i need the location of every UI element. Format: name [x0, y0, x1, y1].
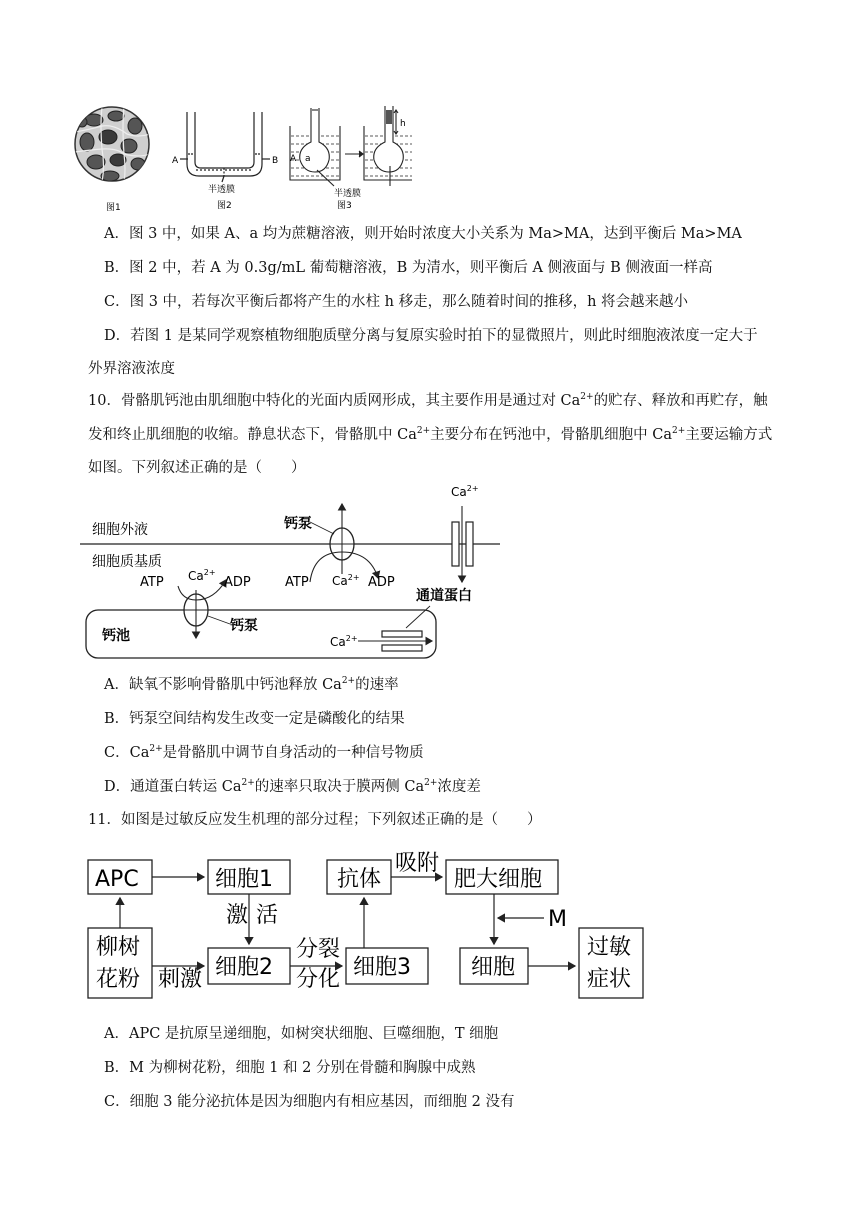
fig2-membrane: 半透膜 — [208, 185, 236, 195]
fig2-label-a: A — [172, 156, 179, 166]
cell3-label: 细胞3 — [353, 955, 411, 980]
atp-top: ATP — [285, 575, 309, 590]
atp-pool: ATP — [140, 575, 164, 590]
q10-option-c: C．$Ca^{2+}$是骨骼肌中调节自身活动的一种信号物质 — [104, 744, 424, 761]
extracellular-label: 细胞外液 — [92, 522, 148, 538]
channel-protein-membrane — [452, 506, 473, 582]
q11-stem: 11．如图是过敏反应发生机理的部分过程；下列叙述正确的是（ ） — [88, 812, 542, 828]
adp-top: ADP — [368, 575, 395, 590]
symptom-label-1: 过敏 — [587, 935, 632, 960]
pollen-label-2: 花粉 — [96, 967, 141, 992]
fig3-osmometer — [290, 106, 412, 186]
cytoplasm-label: 细胞质基质 — [92, 554, 162, 570]
cell2-label: 细胞2 — [215, 955, 273, 980]
q10-option-d: D．通道蛋白转运 $Ca^{2+}$的速率只取决于膜两侧 $Ca^{2+}$浓度差 — [104, 778, 481, 795]
cell-label: 细胞 — [471, 955, 516, 980]
fig3-membrane: 半透膜 — [334, 189, 362, 199]
q9-option-b: B．图 2 中，若 A 为 0.3g/mL 葡萄糖溶液，B 为清水，则平衡后 A 侧液面与 B 侧液面一样高 — [104, 260, 713, 276]
fig1-caption: 图1 — [106, 203, 121, 213]
symptom-label-2: 症状 — [587, 967, 632, 992]
q10-option-a: A．缺氧不影响骨骼肌中钙池释放 $Ca^{2+}$的速率 — [104, 676, 399, 693]
q11-diagram — [84, 846, 650, 1006]
q9-option-a: A．图 3 中，如果 A、a 均为蔗糖溶液，则开始时浓度大小关系为 Ma>MA，达到平衡后 Ma>MA — [104, 226, 742, 242]
cell1-label: 细胞1 — [215, 867, 273, 892]
adsorb-label: 吸附 — [395, 851, 440, 876]
q10-stem-line3: 如图。下列叙述正确的是（ ） — [88, 460, 306, 476]
q10-stem-line1: 10．骨骼肌钙池由肌细胞中特化的光面内质网形成，其主要作用是通过对 $Ca^{2+}$的贮存、释放和再贮存，触 — [88, 392, 768, 409]
pool-label: 钙池 — [102, 628, 130, 644]
ca-pool-top: $Ca^{2+}$ — [188, 568, 216, 583]
q9-option-d-line2: 外界溶液浓度 — [88, 361, 175, 377]
apc-label: APC — [95, 867, 139, 892]
adp-pool: ADP — [224, 575, 251, 590]
q11-option-b: B．M 为柳树花粉，细胞 1 和 2 分别在骨髓和胸腺中成熟 — [104, 1060, 476, 1076]
fig1-micrograph — [75, 107, 150, 182]
q10-option-b: B．钙泵空间结构发生改变一定是磷酸化的结果 — [104, 711, 405, 727]
pump-pool-label: 钙泵 — [230, 618, 258, 634]
stimulate-label: 刺激 — [158, 967, 203, 992]
q10-diagram — [80, 482, 520, 664]
q9-figures — [72, 104, 412, 216]
q11-option-c: C．细胞 3 能分泌抗体是因为细胞内有相应基因，而细胞 2 没有 — [104, 1094, 515, 1110]
ca-top-label: $Ca^{2+}$ — [332, 573, 360, 588]
channel-label: 通道蛋白 — [416, 588, 472, 604]
divide-label-2: 分化 — [296, 967, 341, 992]
m-label: M — [548, 907, 567, 932]
pollen-label-1: 柳树 — [96, 935, 141, 960]
fig3-label-a-lower: a — [305, 154, 311, 164]
fig3-caption: 图3 — [337, 201, 352, 211]
q10-stem — [88, 388, 788, 482]
divide-label-1: 分裂 — [296, 937, 341, 962]
q9-option-d-line1: D．若图 1 是某同学观察植物细胞质壁分离与复原实验时拍下的显微照片，则此时细胞液浓度一定大于 — [104, 328, 758, 344]
q9-option-c: C．图 3 中，若每次平衡后都将产生的水柱 h 移走，那么随着时间的推移，h 将会越来越小 — [104, 294, 689, 310]
fig3-label-a-upper: A — [290, 154, 297, 164]
ca-pool-channel: $Ca^{2+}$ — [330, 634, 358, 649]
calcium-pump-membrane — [310, 504, 378, 582]
calcium-pump-pool — [178, 580, 230, 638]
channel-protein-pool — [358, 631, 432, 651]
q10-stem-line2: 发和终止肌细胞的收缩。静息状态下，骨骼肌中 $Ca^{2+}$主要分布在钙池中，骨骼肌细胞中 $Ca^{2+}$主要运输方式 — [88, 426, 773, 443]
antibody-label: 抗体 — [337, 867, 382, 892]
q11-option-a: A．APC 是抗原呈递细胞，如树突状细胞、巨噬细胞，T 细胞 — [104, 1026, 499, 1042]
ca-channel-label: $Ca^{2+}$ — [451, 484, 479, 499]
fig2-u-tube — [180, 112, 270, 182]
pump-top-label: 钙泵 — [284, 516, 312, 532]
fig3-label-h: h — [400, 119, 406, 129]
mast-cell-label: 肥大细胞 — [454, 867, 543, 892]
fig2-caption: 图2 — [217, 201, 232, 211]
activate-label-1: 激 — [226, 903, 249, 928]
activate-label-2: 活 — [256, 903, 279, 928]
fig2-label-b: B — [272, 156, 279, 166]
